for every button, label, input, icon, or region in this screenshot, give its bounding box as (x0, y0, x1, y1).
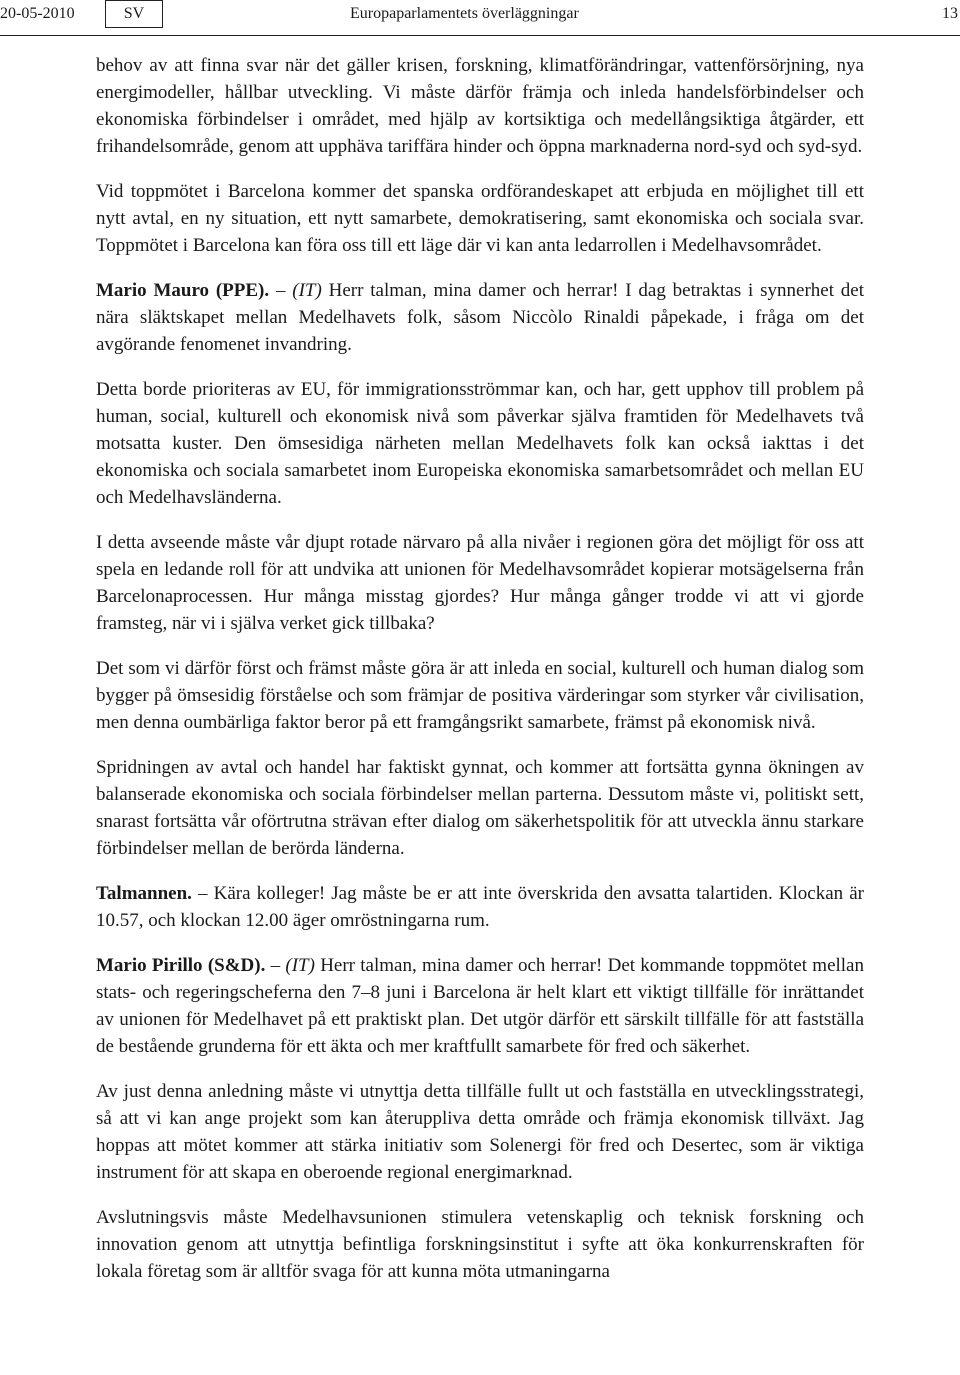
speech-dash: – (191, 883, 214, 904)
speaker-name: Talmannen. (96, 883, 192, 904)
header-date: 20-05-2010 (0, 5, 75, 22)
language-code: (IT) (292, 280, 322, 301)
paragraph: Vid toppmötet i Barcelona kommer det spanska ordförandeskapet att erbjuda en möjlighet till ett nytt avtal, en ny situation, ett nytt samarbete, demokratisering, samt ekonomiska och sociala svar. Toppmötet i Barcelona kan föra oss till ett läge där vi kan anta ledarrollen i Medelhavsområdet. (96, 181, 864, 256)
paragraph: Detta borde prioriteras av EU, för immigrationsströmmar kan, och har, gett upphov till problem på human, social, kulturell och ekonomisk nivå som påverkar själva framtiden för Medelhavets två motsatta kuster. Den ömsesidiga närheten mellan Medelhavets folk kan också iakttas i det ekonomiska och sociala samarbetet inom Europeiska ekonomiska samarbetsområdet och mellan EU och Medelhavsländerna. (96, 379, 864, 508)
paragraph: Spridningen av avtal och handel har faktiskt gynnat, och kommer att fortsätta gynna ökningen av balanserade ekonomiska och sociala förbindelser mellan parterna. Dessutom måste vi, politiskt sett, snarast fortsätta vår oförtrutna strävan efter dialog om säkerhetspolitik för att utveckla ännu starkare förbindelser mellan de berörda länderna. (96, 757, 864, 859)
speech-text: Kära kolleger! Jag måste be er att inte överskrida den avsatta talartiden. Klockan är 10.57, och klockan 12.00 äger omröstningarna rum. (96, 883, 864, 931)
speaker-name: Mario Mauro (PPE). (96, 280, 270, 301)
speech-dash: – (265, 955, 286, 976)
speech-paragraph (96, 277, 864, 358)
speech-paragraph (96, 880, 864, 934)
language-badge: SV (105, 0, 163, 28)
publication-title: Europaparlamentets överläggningar (350, 5, 579, 22)
speech-dash: – (269, 280, 293, 301)
language-code: (IT) (285, 955, 315, 976)
page-number: 13 (942, 5, 958, 22)
paragraph: Avslutningsvis måste Medelhavsunionen stimulera vetenskaplig och teknisk forskning och innovation genom att utnyttja befintliga forskningsinstitut i syfte att öka konkurrenskraften för lokala företag som är alltför svaga för att kunna möta utmaningarna (96, 1207, 864, 1282)
speech-text: Herr talman, mina damer och herrar! Det kommande toppmötet mellan stats- och regeringscheferna den 7–8 juni i Barcelona är helt klart ett viktigt tillfälle för inrättandet av unionen för Medelhavet på ett praktiskt plan. Det utgör därför ett särskilt tillfälle för att fastställa de bestående grunderna för ett äkta och mer kraftfullt samarbete för fred och säkerhet. (96, 955, 864, 1057)
document-body (96, 52, 864, 1303)
paragraph: Av just denna anledning måste vi utnyttja detta tillfälle fullt ut och fastställa en utvecklingsstrategi, så att vi kan ange projekt som kan återuppliva detta område och främja ekonomisk tillväxt. Jag hoppas att mötet kommer att stärka initiativ som Solenergi för fred och Desertec, som är viktiga instrument för att skapa en oberoende regional energimarknad. (96, 1081, 864, 1183)
speaker-name: Mario Pirillo (S&D). (96, 955, 266, 976)
paragraph: I detta avseende måste vår djupt rotade närvaro på alla nivåer i regionen göra det möjligt för oss att spela en ledande roll för att undvika att unionen för Medelhavsområdet kopierar motsägelserna från Barcelonaprocessen. Hur många misstag gjordes? Hur många gånger trodde vi att vi gjorde framsteg, när vi i själva verket gick tillbaka? (96, 532, 864, 634)
paragraph: Det som vi därför först och främst måste göra är att inleda en social, kulturell och human dialog som bygger på ömsesidig förståelse och som främjar de positiva värderingar som styrker vår civilisation, men denna oumbärliga faktor beror på ett framgångsrikt samarbete, främst på ekonomisk nivå. (96, 658, 864, 733)
paragraph: behov av att finna svar när det gäller krisen, forskning, klimatförändringar, vattenförsörjning, nya energimodeller, hållbar utveckling. Vi måste därför främja och inleda handelsförbindelser och ekonomiska förbindelser i området, med hjälp av kortsiktiga och medellångsiktiga åtgärder, ett frihandelsområde, genom att upphäva tariffära hinder och öppna marknaderna nord-syd och syd-syd. (96, 55, 864, 157)
page-header (0, 0, 960, 36)
speech-text: Herr talman, mina damer och herrar! I dag betraktas i synnerhet det nära släktskapet mellan Medelhavets folk, såsom Niccòlo Rinaldi påpekade, i fråga om det avgörande fenomenet invandring. (96, 280, 864, 355)
speech-paragraph (96, 952, 864, 1060)
